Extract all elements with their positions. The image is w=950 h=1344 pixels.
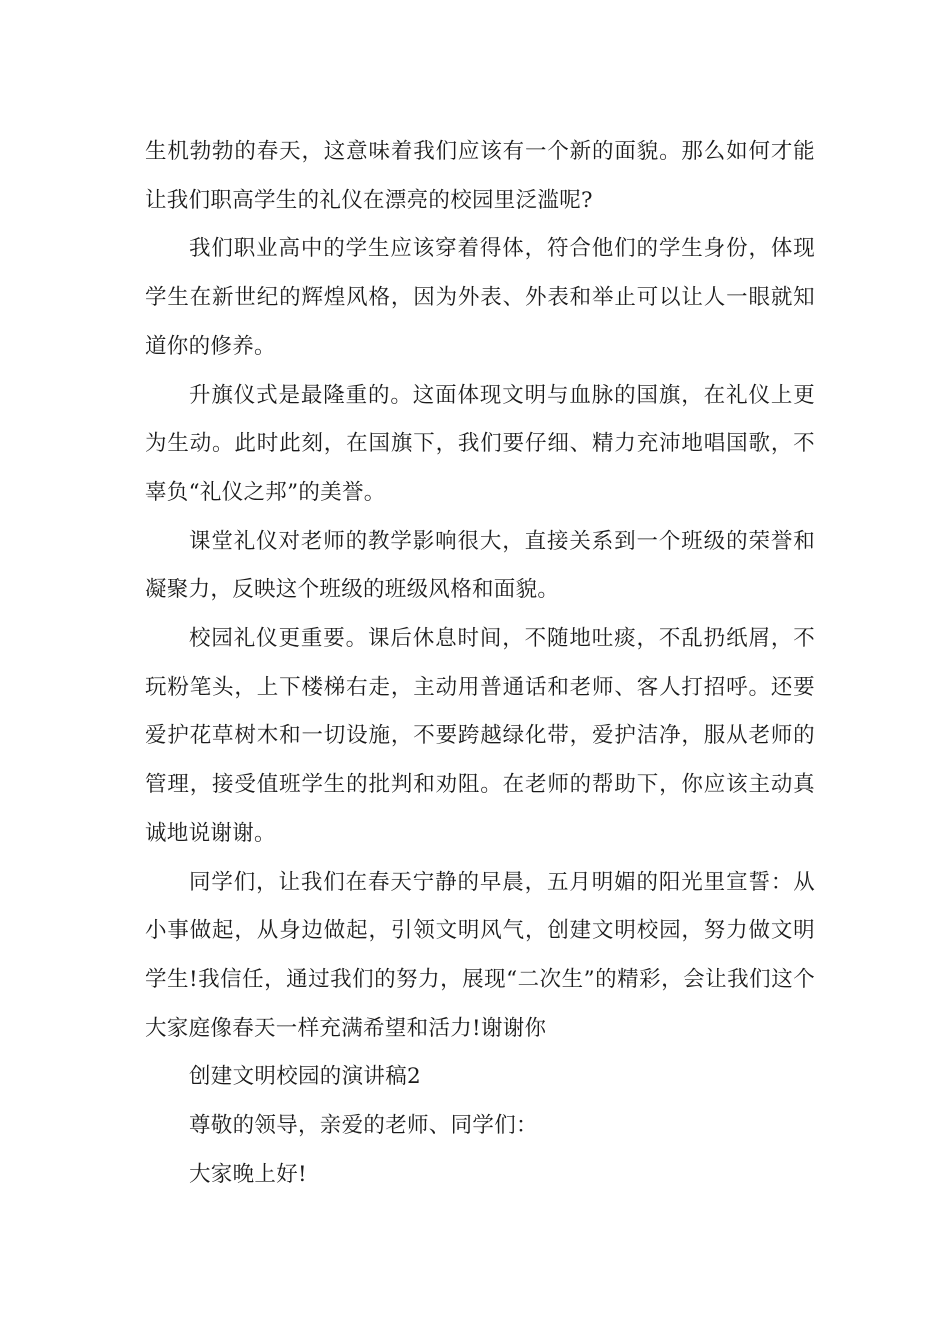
paragraph-dress: 我们职业高中的学生应该穿着得体，符合他们的学生身份，体现学生在新世纪的辉煌风格，因为外表、外表和举止可以让人一眼就知道你的修养。: [145, 236, 815, 359]
paragraph-closing-pledge: 同学们，让我们在春天宁静的早晨，五月明媚的阳光里宣誓：从小事做起，从身边做起，引领文明风气，创建文明校园，努力做文明学生!我信任，通过我们的努力，展现“二次生”的精彩，会让我们这个大家庭像春天一样充满希望和活力!谢谢你: [145, 869, 815, 1041]
paragraph-classroom-etiquette: 课堂礼仪对老师的教学影响很大，直接关系到一个班级的荣誉和凝聚力，反映这个班级的班级风格和面貌。: [145, 528, 815, 603]
document-body: [145, 128, 815, 1199]
section-title: 创建文明校园的演讲稿2: [189, 1064, 421, 1090]
greeting: 大家晚上好!: [189, 1161, 307, 1187]
paragraph-spring-intro: 生机勃勃的春天，这意味着我们应该有一个新的面貌。那么如何才能让我们职高学生的礼仪在漂亮的校园里泛滥呢?: [145, 139, 815, 213]
paragraph-flag-ceremony: 升旗仪式是最隆重的。这面体现文明与血脉的国旗，在礼仪上更为生动。此时此刻，在国旗下，我们要仔细、精力充沛地唱国歌，不辜负“礼仪之邦”的美誉。: [145, 382, 815, 505]
salutation: 尊敬的领导，亲爱的老师、同学们：: [189, 1113, 538, 1139]
paragraph-campus-etiquette: 校园礼仪更重要。课后休息时间，不随地吐痰，不乱扔纸屑，不玩粉笔头，上下楼梯右走，主动用普通话和老师、客人打招呼。还要爱护花草树木和一切设施，不要跨越绿化带，爱护洁净，服从老师的管理，接受值班学生的批判和劝阻。在老师的帮助下，你应该主动真诚地说谢谢。: [145, 626, 815, 846]
